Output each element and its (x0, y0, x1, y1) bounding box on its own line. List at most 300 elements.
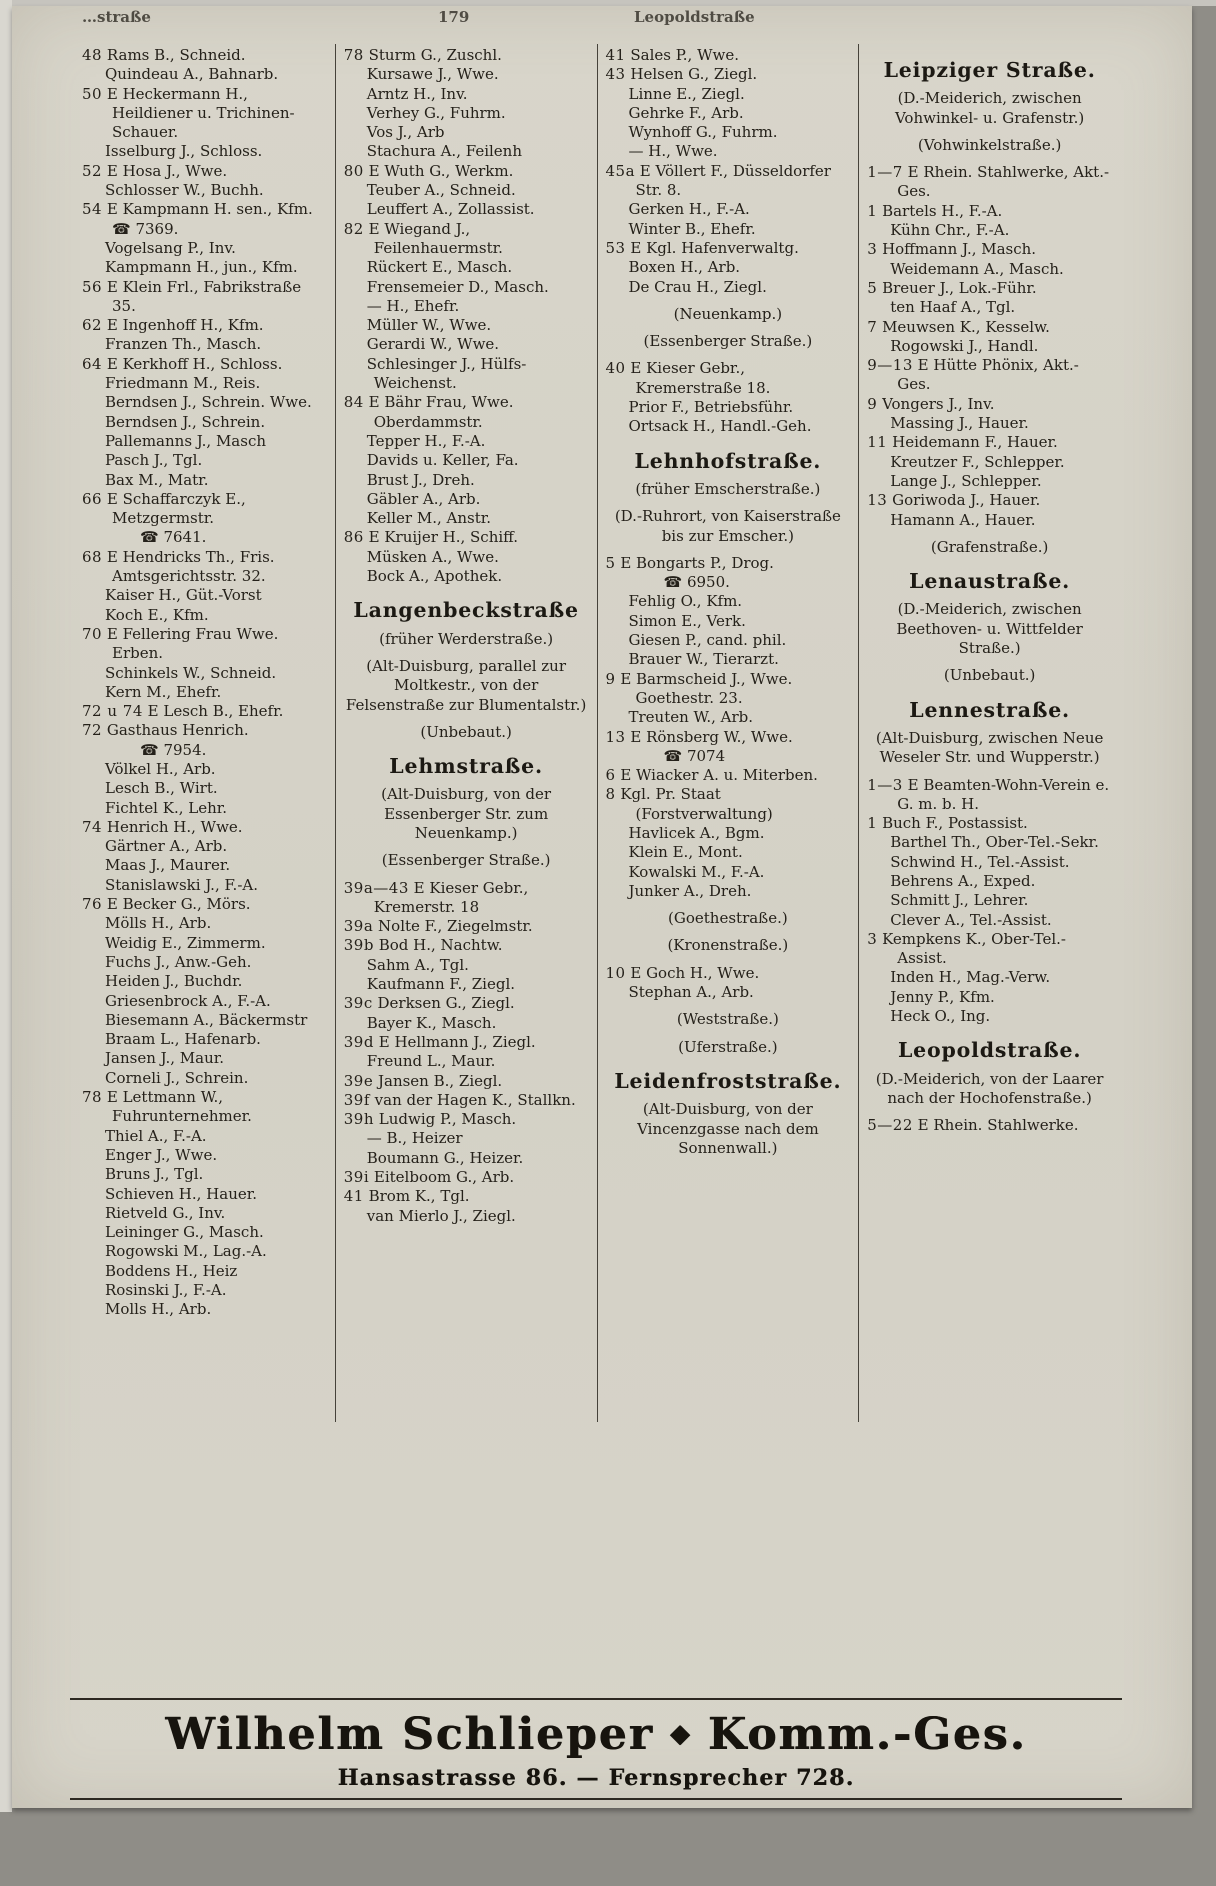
running-header-page-number: 179 (438, 8, 470, 26)
directory-entry (344, 220, 589, 394)
resident-line: — H., Ehefr. (366, 296, 460, 315)
resident-line: 39f van der Hagen K., Stallkn. (343, 1090, 576, 1109)
resident-line: Vos J., Arb (366, 123, 445, 142)
resident-line: Linne E., Ziegl. (628, 84, 745, 103)
directory-entry (344, 936, 589, 994)
house-number: 54 (82, 200, 103, 219)
resident-line: Friedmann M., Reis. (105, 374, 261, 393)
street-note: (Weststraße.) (676, 1010, 779, 1029)
resident-line: 78 E Lettmann W., Fuhrunternehmer. (82, 1088, 252, 1126)
resident-line: 80 E Wuth G., Werkm. (343, 161, 514, 180)
resident-line: 76 E Becker G., Mörs. (82, 895, 251, 914)
resident-line: 13 E Rönsberg W., Wwe. (605, 727, 793, 746)
directory-entry (867, 318, 1112, 357)
resident-line: Kampmann H., jun., Kfm. (105, 258, 298, 277)
directory-entry (82, 1088, 327, 1320)
resident-line: Enger J., Wwe. (105, 1145, 218, 1164)
directory-entry (606, 359, 851, 436)
directory-entry (82, 355, 327, 490)
resident-line: Keller M., Anstr. (366, 509, 492, 528)
resident-line: Boumann G., Heizer. (366, 1148, 524, 1167)
resident-line: 11 Heidemann F., Hauer. (867, 433, 1058, 452)
resident-line: Völkel H., Arb. (105, 759, 216, 778)
resident-line: Weidemann A., Masch. (890, 259, 1064, 278)
directory-entry (867, 202, 1112, 241)
street-header: Lenaustraße. (909, 569, 1071, 594)
street-header: Leipziger Straße. (883, 58, 1096, 82)
resident-line: Rietveld G., Inv. (105, 1203, 226, 1222)
resident-line: Schlosser W., Buchh. (105, 181, 264, 200)
house-number: 48 (82, 46, 103, 64)
resident-line: 52 E Hosa J., Wwe. (82, 161, 228, 180)
resident-line: Rogowski J., Handl. (890, 336, 1039, 355)
directory-entry (867, 163, 1112, 202)
resident-line: Brust J., Dreh. (366, 470, 475, 489)
house-number: 76 (82, 895, 103, 914)
house-number: 53 (605, 238, 626, 257)
resident-line: Rosinski J., F.-A. (105, 1281, 227, 1299)
directory-entry (606, 728, 851, 767)
resident-line: Freund L., Maur. (366, 1052, 496, 1071)
scanned-directory-page (12, 6, 1192, 1808)
street-note: (früher Werderstraße.) (379, 629, 554, 648)
house-number: 40 (605, 359, 626, 378)
resident-line: Tepper H., F.-A. (366, 431, 486, 450)
resident-line: 54 E Kampmann H. sen., Kfm. ☎ 7369. (82, 200, 313, 238)
directory-entry (344, 1072, 589, 1091)
house-number: 78 (343, 46, 364, 64)
resident-line: 13 Goriwoda J., Hauer. (867, 491, 1041, 510)
street-note: (Uferstraße.) (678, 1037, 778, 1056)
directory-entry (606, 162, 851, 239)
resident-line: Stachura A., Feilenh (366, 142, 522, 161)
resident-line: 84 E Bähr Frau, Wwe. Oberdammstr. (343, 393, 514, 431)
resident-line: Ortsack H., Handl.-Geh. (628, 417, 812, 436)
directory-entry (82, 162, 327, 201)
directory-entry (867, 776, 1112, 815)
resident-line: Inden H., Mag.-Verw. (890, 968, 1051, 987)
street-note: (Goethestraße.) (668, 909, 788, 928)
house-number: 1 (867, 814, 878, 833)
resident-line: 72 Gasthaus Henrich. (82, 721, 249, 740)
directory-entry (344, 46, 589, 162)
resident-line: 64 E Kerkhoff H., Schloss. (82, 354, 283, 373)
house-number: 82 (343, 219, 364, 238)
resident-line: Rückert E., Masch. (366, 258, 513, 277)
street-header: Lehmstraße. (389, 754, 543, 779)
street-header: Leidenfroststraße. (614, 1068, 842, 1093)
directory-entry (82, 702, 327, 721)
directory-entry (867, 930, 1112, 1026)
resident-line: Mölls H., Arb. (105, 914, 212, 933)
resident-line: Junker A., Dreh. (628, 881, 752, 900)
resident-line: 6 E Wiacker A. u. Miterben. (605, 766, 818, 785)
directory-entry (606, 554, 851, 670)
resident-line: 39b Bod H., Nachtw. (343, 936, 503, 955)
resident-line: Boddens H., Heiz (105, 1261, 238, 1280)
resident-line: Koch E., Kfm. (105, 605, 209, 624)
directory-entry (344, 1187, 589, 1226)
street-note: (D.-Meiderich, zwischen Beethoven- u. Wittfelder Straße.) (896, 600, 1083, 658)
resident-line: — B., Heizer (366, 1129, 463, 1148)
street-note: (D.-Meiderich, zwischen Vohwinkel- u. Grafenstr.) (894, 89, 1085, 127)
house-number: 9—13 (867, 356, 913, 375)
house-number: 39a (343, 917, 374, 936)
street-header: Leopoldstraße. (897, 1038, 1082, 1063)
house-number: 8 (605, 785, 616, 804)
resident-line: Quindeau A., Bahnarb. (105, 65, 279, 84)
directory-entry (344, 1091, 589, 1110)
resident-line: Gerardi W., Wwe. (366, 335, 500, 354)
house-number: 7 (867, 317, 878, 336)
resident-line: Pallemanns J., Masch (105, 431, 267, 450)
directory-columns (74, 44, 1120, 1422)
directory-entry (82, 278, 327, 317)
resident-line: 41 Sales P., Wwe. (605, 46, 739, 64)
resident-line: Leininger G., Masch. (105, 1223, 264, 1242)
house-number: 39i (343, 1168, 370, 1187)
resident-line: 62 E Ingenhoff H., Kfm. (82, 316, 264, 335)
street-note: (Alt-Duisburg, zwischen Neue Weseler Str. und Wupperstr.) (875, 728, 1104, 767)
resident-line: Simon E., Verk. (628, 611, 746, 630)
resident-line: Schlesinger J., Hülfs-Weichenst. (366, 354, 527, 393)
house-number: 66 (82, 489, 103, 508)
resident-line: Davids u. Keller, Fa. (366, 451, 519, 470)
directory-entry (867, 491, 1112, 530)
resident-line: Jansen J., Maur. (105, 1049, 225, 1068)
advertisement (70, 1698, 1122, 1800)
resident-line: Stanislawski J., F.-A. (105, 875, 258, 894)
directory-entry (82, 200, 327, 277)
resident-line: Havlicek A., Bgm. (628, 823, 765, 842)
resident-line: Verhey G., Fuhrm. (366, 103, 506, 122)
house-number: 62 (82, 316, 103, 335)
house-number: 1 (867, 201, 878, 220)
house-number: 5—22 (867, 1116, 913, 1135)
street-note: (Unbebaut.) (943, 666, 1036, 685)
resident-line: Bock A., Apothek. (366, 567, 503, 586)
directory-column-4 (859, 44, 1120, 1422)
resident-line: Jenny P., Kfm. (890, 987, 995, 1006)
directory-entry (606, 65, 851, 161)
resident-line: 53 E Kgl. Hafenverwaltg. (605, 238, 799, 257)
resident-line: Kaiser H., Güt.-Vorst (105, 586, 262, 605)
resident-line: Schwind H., Tel.-Assist. (890, 852, 1070, 871)
resident-line: Braam L., Hafenarb. (105, 1030, 261, 1049)
directory-entry (82, 316, 327, 355)
resident-line: Heiden J., Buchdr. (105, 972, 243, 991)
house-number: 39d (343, 1032, 374, 1051)
directory-entry (606, 964, 851, 1003)
diamond-icon: ◆ (669, 1719, 692, 1749)
resident-line: 74 Henrich H., Wwe. (82, 817, 243, 836)
house-number: 13 (605, 727, 626, 746)
resident-line: 1—3 E Beamten-Wohn-Verein e. G. m. b. H. (867, 775, 1110, 813)
resident-line: Leuffert A., Zollassist. (366, 200, 535, 219)
resident-line: Kühn Chr., F.-A. (890, 221, 1010, 240)
resident-line: 56 E Klein Frl., Fabrikstraße 35. (82, 277, 302, 315)
resident-line: Corneli J., Schrein. (105, 1068, 249, 1087)
resident-line: 68 E Hendricks Th., Fris. Amtsgerichtsstr. 32. (82, 547, 275, 586)
house-number: 3 (867, 240, 878, 259)
house-number: 41 (343, 1187, 364, 1206)
street-note: (Alt-Duisburg, von der Essenberger Str. zum Neuenkamp.) (381, 785, 552, 842)
telephone-number-line: ☎ 7954. (140, 740, 207, 759)
resident-line: Kowalski M., F.-A. (628, 862, 765, 881)
house-number: 39h (343, 1110, 374, 1129)
resident-line: Pasch J., Tgl. (105, 451, 203, 470)
directory-entry (344, 1110, 589, 1168)
house-number: 72 (82, 721, 103, 740)
house-number: 1—7 (867, 163, 903, 182)
resident-line: Sahm A., Tgl. (366, 955, 469, 974)
street-note: (Vohwinkelstraße.) (917, 135, 1062, 154)
street-header: Lehnhofstraße. (634, 448, 822, 473)
directory-entry (344, 528, 589, 586)
resident-line: Boxen H., Arb. (628, 258, 741, 277)
resident-line: 5 E Bongarts P., Drog. (605, 553, 774, 572)
street-note: (Essenberger Straße.) (381, 851, 551, 870)
house-number: 13 (867, 491, 888, 510)
street-note: (Alt-Duisburg, von der Vincenzgasse nach dem Sonnenwall.) (637, 1100, 819, 1157)
directory-column-3 (598, 44, 860, 1422)
resident-line: Müller W., Wwe. (366, 316, 492, 335)
resident-line: 66 E Schaffarczyk E., Metzgermstr. (82, 489, 246, 528)
resident-line: Bayer K., Masch. (366, 1013, 497, 1032)
directory-entry (606, 670, 851, 728)
house-number: 39a—43 (343, 878, 409, 897)
resident-line: De Crau H., Ziegl. (628, 277, 767, 296)
resident-line: 3 Kempkens K., Ober-Tel.-Assist. (867, 929, 1067, 968)
resident-line: Gäbler A., Arb. (366, 489, 481, 508)
resident-line: Thiel A., F.-A. (105, 1126, 207, 1145)
resident-line: Heck O., Ing. (890, 1007, 991, 1026)
directory-entry (606, 46, 851, 65)
house-number: 9 (605, 669, 616, 688)
resident-line: Berndsen J., Schrein. (105, 412, 266, 431)
house-number: 72 u 74 (82, 702, 143, 721)
house-number: 56 (82, 277, 103, 296)
resident-line: 1 Bartels H., F.-A. (867, 201, 1003, 220)
resident-line: Kern M., Ehefr. (105, 682, 222, 701)
resident-line: Müsken A., Wwe. (366, 547, 499, 566)
directory-entry (82, 548, 327, 625)
house-number: 39c (343, 994, 373, 1013)
resident-line: 72 u 74 E Lesch B., Ehefr. (82, 702, 284, 721)
resident-line: Massing J., Hauer. (890, 414, 1029, 433)
resident-line: Molls H., Arb. (105, 1300, 212, 1319)
running-header-left-street: …straße (82, 8, 151, 26)
resident-line: Weidig E., Zimmerm. (105, 933, 266, 952)
resident-line: Gerken H., F.-A. (628, 200, 750, 219)
resident-line: 48 Rams B., Schneid. (82, 46, 246, 64)
resident-line: 70 E Fellering Frau Wwe. Erben. (82, 624, 279, 663)
resident-line: 86 E Kruijer H., Schiff. (343, 528, 519, 547)
directory-entry (82, 490, 327, 548)
house-number: 5 (605, 553, 616, 572)
resident-line: — H., Wwe. (628, 142, 718, 161)
resident-line: van Mierlo J., Ziegl. (366, 1206, 516, 1225)
telephone-number-line: ☎ 7641. (140, 528, 207, 547)
resident-line: Clever A., Tel.-Assist. (890, 910, 1052, 929)
resident-line: Fichtel K., Lehr. (105, 798, 228, 817)
street-note: (D.-Ruhrort, von Kaiserstraße bis zur Emscher.) (614, 507, 841, 545)
telephone-number-line: ☎ 7074 (663, 746, 726, 765)
resident-line: Gehrke F., Arb. (628, 103, 744, 122)
telephone-number-line: ☎ 6950. (663, 573, 730, 592)
directory-entry (606, 239, 851, 297)
street-note: (früher Emscherstraße.) (635, 479, 821, 498)
house-number: 70 (82, 624, 103, 643)
directory-entry (867, 1116, 1112, 1135)
resident-line: Franzen Th., Masch. (105, 335, 262, 354)
advertiser-company-suffix: Komm.-Ges. (707, 1709, 1027, 1760)
directory-entry (606, 766, 851, 785)
directory-entry (344, 1168, 589, 1187)
advertiser-name: Wilhelm Schlieper (165, 1709, 654, 1760)
resident-line: 50 E Heckermann H., Heildiener u. Trichinen-Schauer. (82, 84, 295, 142)
resident-line: 3 Hoffmann J., Masch. (867, 240, 1037, 259)
resident-line: Fuchs J., Anw.-Geh. (105, 952, 252, 971)
directory-entry (82, 818, 327, 895)
house-number: 52 (82, 161, 103, 180)
resident-line: 41 Brom K., Tgl. (343, 1187, 470, 1206)
directory-entry (82, 625, 327, 702)
house-number: 78 (82, 1088, 103, 1107)
resident-line: Kursawe J., Wwe. (366, 65, 499, 84)
house-number: 39f (343, 1090, 370, 1109)
resident-line: 78 Sturm G., Zuschl. (343, 46, 502, 64)
directory-entry (867, 356, 1112, 395)
resident-line: 39a Nolte F., Ziegelmstr. (343, 917, 533, 936)
resident-line: Behrens A., Exped. (890, 871, 1036, 890)
resident-line: 43 Helsen G., Ziegl. (605, 65, 758, 84)
resident-line: Barthel Th., Ober-Tel.-Sekr. (890, 833, 1099, 852)
resident-line: 39a—43 E Kieser Gebr., Kremerstr. 18 (343, 878, 529, 916)
directory-entry (867, 433, 1112, 491)
resident-line: 82 E Wiegand J., Feilenhauermstr. (343, 219, 503, 257)
resident-line: Schmitt J., Lehrer. (890, 891, 1029, 910)
directory-entry (867, 395, 1112, 434)
resident-line: Isselburg J., Schloss. (105, 142, 263, 161)
house-number: 41 (605, 46, 626, 64)
resident-line: 39d E Hellmann J., Ziegl. (343, 1032, 536, 1051)
street-note: (Neuenkamp.) (673, 304, 783, 323)
resident-line: 5—22 E Rhein. Stahlwerke. (867, 1116, 1079, 1135)
resident-line: 5 Breuer J., Lok.-Führ. (867, 278, 1037, 297)
resident-line: Rogowski M., Lag.-A. (105, 1242, 267, 1261)
advertiser-address: Hansastrasse 86. — Fernsprecher 728. (337, 1765, 855, 1791)
resident-line: 1 Buch F., Postassist. (867, 814, 1028, 833)
house-number: 45a (605, 161, 636, 180)
resident-line: Schieven H., Hauer. (105, 1184, 258, 1203)
resident-line: 39h Ludwig P., Masch. (343, 1110, 517, 1129)
street-note: (D.-Meiderich, von der Laarer nach der Hochofenstraße.) (875, 1069, 1104, 1107)
resident-line: Maas J., Maurer. (105, 856, 231, 875)
directory-column-1 (74, 44, 336, 1422)
house-number: 39e (343, 1071, 374, 1090)
resident-line: Teuber A., Schneid. (366, 181, 516, 200)
directory-entry (82, 895, 327, 1088)
resident-line: Arntz H., Inv. (366, 84, 468, 103)
resident-line: 8 Kgl. Pr. Staat (Forstverwaltung) (605, 785, 773, 823)
resident-line: Lange J., Schlepper. (890, 471, 1042, 490)
resident-line: Stephan A., Arb. (628, 983, 754, 1002)
resident-line: Wynhoff G., Fuhrm. (628, 123, 778, 142)
house-number: 11 (867, 433, 888, 452)
directory-entry (867, 279, 1112, 318)
directory-entry (344, 393, 589, 528)
resident-line: Fehlig O., Kfm. (628, 592, 743, 611)
running-header-right-street: Leopoldstraße (634, 8, 755, 26)
resident-line: Kreutzer F., Schlepper. (890, 452, 1065, 471)
resident-line: ten Haaf A., Tgl. (890, 298, 1016, 317)
resident-line: 1—7 E Rhein. Stahlwerke, Akt.-Ges. (867, 163, 1110, 201)
resident-line: Griesenbrock A., F.-A. (105, 991, 271, 1010)
street-note: (Kronenstraße.) (667, 936, 789, 955)
directory-entry (82, 721, 327, 817)
house-number: 86 (343, 528, 364, 547)
directory-entry (606, 785, 851, 901)
resident-line: 45a E Völlert F., Düsseldorfer Str. 8. (605, 161, 831, 200)
house-number: 3 (867, 929, 878, 948)
advertiser-name-line (70, 1709, 1122, 1760)
resident-line: Bruns J., Tgl. (105, 1165, 204, 1184)
resident-line: Giesen P., cand. phil. (628, 631, 787, 650)
resident-line: 9 E Barmscheid J., Wwe. Goethestr. 23. (605, 669, 793, 707)
house-number: 10 (605, 963, 626, 982)
house-number: 74 (82, 817, 103, 836)
resident-line: 9—13 E Hütte Phönix, Akt.-Ges. (867, 356, 1079, 394)
house-number: 9 (867, 394, 878, 413)
house-number: 80 (343, 161, 364, 180)
directory-entry (344, 1033, 589, 1072)
resident-line: 40 E Kieser Gebr., Kremerstraße 18. (605, 359, 771, 397)
resident-line: Treuten W., Arb. (628, 708, 754, 727)
street-note: (Unbebaut.) (420, 722, 512, 741)
resident-line: 9 Vongers J., Inv. (867, 394, 995, 413)
resident-line: Frensemeier D., Masch. (366, 277, 549, 296)
directory-entry (82, 85, 327, 162)
directory-entry (82, 46, 327, 85)
directory-entry (867, 240, 1112, 279)
resident-line: Kaufmann F., Ziegl. (366, 975, 516, 994)
directory-entry (344, 994, 589, 1033)
house-number: 50 (82, 84, 103, 103)
house-number: 39b (343, 936, 374, 955)
resident-line: Bax M., Matr. (105, 470, 209, 489)
resident-line: Biesemann A., Bäckermstr (105, 1010, 308, 1029)
house-number: 1—3 (867, 775, 903, 794)
directory-column-2 (336, 44, 598, 1422)
house-number: 6 (605, 766, 616, 785)
directory-entry (344, 917, 589, 936)
directory-entry (344, 162, 589, 220)
resident-line: 7 Meuwsen K., Kesselw. (867, 317, 1050, 336)
resident-line: Klein E., Mont. (628, 843, 743, 862)
house-number: 43 (605, 65, 626, 84)
resident-line: Hamann A., Hauer. (890, 510, 1036, 529)
directory-entry (344, 879, 589, 918)
scan-margin-left (0, 0, 12, 1812)
resident-line: 39c Derksen G., Ziegl. (343, 994, 515, 1013)
resident-line: Vogelsang P., Inv. (105, 238, 236, 257)
resident-line: Winter B., Ehefr. (628, 219, 756, 238)
running-header (82, 6, 1114, 34)
resident-line: Schinkels W., Schneid. (105, 663, 277, 682)
street-header: Langenbeckstraße (353, 598, 579, 623)
resident-line: Prior F., Betriebsführ. (628, 398, 794, 417)
